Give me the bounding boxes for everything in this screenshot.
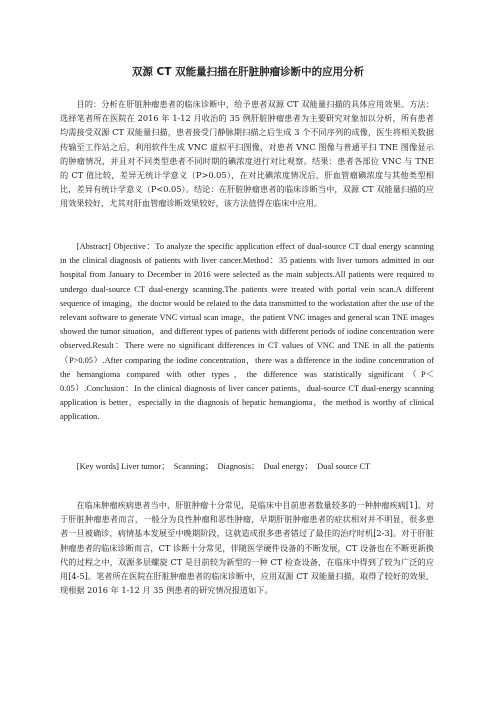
paper-title: 双源 CT 双能量扫描在肝脏肿瘤诊断中的应用分析 — [131, 66, 365, 78]
keywords — [60, 460, 434, 474]
abstract-english-text: [Abstract] Objective：To analyze the specific application effect of dual-source CT dual energy scanning in the clinical diagnosis of patients with liver cancer.Method：35 patients with liver tumors admitted in our hospital from January to December in 2016 were selected as the main subjects.All patients were required to undergo dual-source CT dual-energy scanning.The patients were treated with portal vein scan.A different sequence of imaging，the doctor would be related to the data transmitted to the workstation after the use of the relevant software to generate VNC virtual scan image，the patient VNC images and general scan TNE images showed the tumor situation，and different types of patients with different periods of iodine concentration were observed.Result：There were no significant differences in CT values of VNC and TNE in all the patients（P>0.05）.After comparing the iodine concentration，there was a difference in the iodine concentration of the hemangioma compared with other types，the difference was statistically significant（P＜0.05）.Conclusion：In the clinical diagnosis of liver cancer patients，dual-source CT dual-energy scanning application is better，especially in the diagnosis of hepatic hemangioma，the method is worthy of clinical application. — [60, 242, 434, 422]
introduction-text: 在临床肿瘤疾病患者当中，肝脏肿瘤十分常见，是临床中目前患者数量较多的一种肿瘤疾病[1]。对于肝脏肿瘤患者而言，一般分为良性肿瘤和恶性肿瘤，早期肝脏肿瘤患者的症状相对并不明显，很多患者一旦被确诊，病情基本发展至中晚期阶段，这就造成很多患者错过了最佳的治疗时机[2-3]。对于肝脏肿瘤患者的临床诊断而言，CT 诊断十分常见，伴随医学硬件设备的不断发展，CT 设备也在不断更新换代的过程之中，双源多层螺旋 CT 是目前较为新型的一种 CT 检查设备，在临床中得到了较为广泛的应用[4-5]。笔者所在医院在肝脏肿瘤患者的临床诊断中，应用双源 CT 双能量扫描，取得了较好的效果，现根据 2016 年 1-12 月 35 例患者的研究情况报道如下。 — [60, 500, 434, 596]
introduction — [60, 498, 434, 597]
abstract-english — [60, 240, 434, 425]
keywords-text: [Key words] Liver tumor； Scanning； Diagnosis； Dual energy； Dual source CT — [76, 462, 371, 471]
abstract-chinese — [60, 97, 434, 211]
abstract-chinese-text: 目的：分析在肝脏肿瘤患者的临床诊断中，给予患者双源 CT 双能量扫描的具体应用效果。方法：选择笔者所在医院在 2016 年 1-12 月收治的 35 例肝脏肿瘤患者为主要研究对象加以分析，所有患者均需接受双源 CT 双能量扫描，患者接受门静脉期扫描之后生成 3 个不同序列的成像，医生将相关数据传输至工作站之后，利用软件生成 VNC 虚拟平扫图像，对患者 VNC 图像与普通平扫 TNE 图像显示的肿瘤情况，并且对不同类型患者不同时期的碘浓度进行对比观察。结果：患者各部位 VNC 与 TNE 的 CT 值比较，差异无统计学意义（P>0.05），在对比碘浓度情况后，肝血管瘤碘浓度与其他类型相比，差异有统计学意义（P<0.05）。结论：在肝脏肿瘤患者的临床诊断当中，双源 CT 双能量扫描的应用效果较好，尤其对肝血管瘤诊断效果较好，该方法值得在临床中应用。 — [60, 99, 434, 209]
